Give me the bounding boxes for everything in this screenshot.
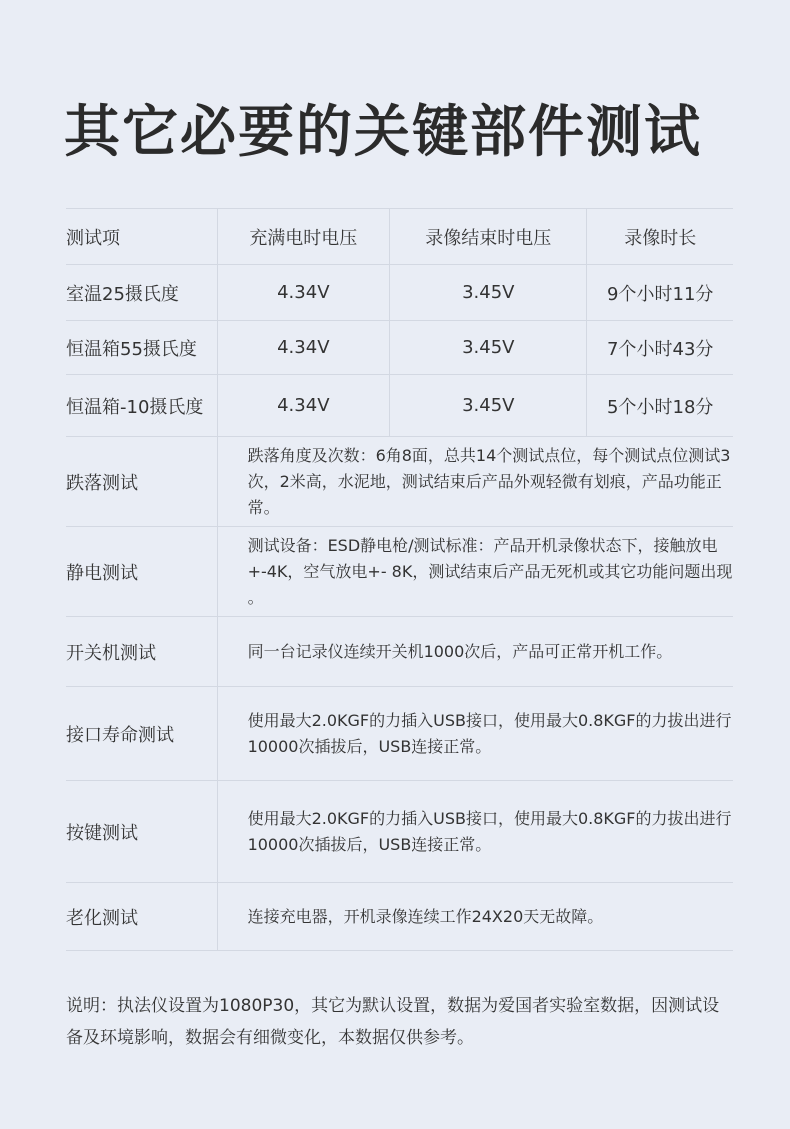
table-row (66, 375, 733, 437)
header-test-item: 测试项 (66, 209, 217, 265)
test-row (66, 687, 733, 781)
test-name: 接口寿命测试 (66, 687, 217, 781)
row-end-voltage: 3.45V (390, 265, 587, 321)
table-row (66, 321, 733, 375)
test-description: 同一台记录仪连续开关机1000次后，产品可正常开机工作。 (247, 641, 673, 661)
test-description: 使用最大2.0KGF的力插入USB接口，使用最大0.8KGF的力拔出进行10000次插拔后，USB连接正常。 (247, 710, 732, 756)
row-end-voltage: 3.45V (390, 375, 587, 437)
row-item: 恒温箱-10摄氏度 (66, 375, 217, 437)
table-header-row (66, 209, 733, 265)
row-full-voltage: 4.34V (217, 265, 390, 321)
row-duration: 5个小时18分 (607, 396, 714, 418)
table-row (66, 265, 733, 321)
test-name: 静电测试 (66, 527, 217, 617)
row-full-voltage: 4.34V (217, 321, 390, 375)
test-row (66, 781, 733, 883)
row-duration: 9个小时11分 (607, 283, 714, 305)
test-name: 跌落测试 (66, 437, 217, 527)
test-description: 连接充电器，开机录像连续工作24X20天无故障。 (247, 906, 604, 926)
row-item: 恒温箱55摄氏度 (66, 321, 217, 375)
row-item: 室温25摄氏度 (66, 265, 217, 321)
page-title: 其它必要的关键部件测试 (64, 100, 702, 165)
header-full-voltage: 充满电时电压 (217, 209, 390, 265)
footnote: 说明：执法仪设置为1080P30，其它为默认设置，数据为爱国者实验室数据，因测试设备及环境影响，数据会有细微变化，本数据仅供参考。 (66, 996, 720, 1048)
row-duration: 7个小时43分 (607, 338, 714, 360)
test-table (66, 208, 733, 951)
test-description: 使用最大2.0KGF的力插入USB接口，使用最大0.8KGF的力拔出进行10000次插拔后，USB连接正常。 (247, 808, 732, 854)
test-name: 开关机测试 (66, 617, 217, 687)
test-row (66, 437, 733, 527)
test-row (66, 883, 733, 951)
test-description: 测试设备：ESD静电枪/测试标准：产品开机录像状态下，接触放电+-4K，空气放电+- 8K，测试结束后产品无死机或其它功能问题出现 。 (247, 535, 733, 607)
test-name: 老化测试 (66, 883, 217, 951)
test-name: 按键测试 (66, 781, 217, 883)
header-duration: 录像时长 (624, 227, 697, 249)
row-end-voltage: 3.45V (390, 321, 587, 375)
test-row (66, 527, 733, 617)
header-end-voltage: 录像结束时电压 (390, 209, 587, 265)
test-description: 跌落角度及次数：6角8面，总共14个测试点位，每个测试点位测试3次，2米高，水泥地，测试结束后产品外观轻微有划痕，产品功能正常。 (247, 445, 731, 517)
test-row (66, 617, 733, 687)
row-full-voltage: 4.34V (217, 375, 390, 437)
